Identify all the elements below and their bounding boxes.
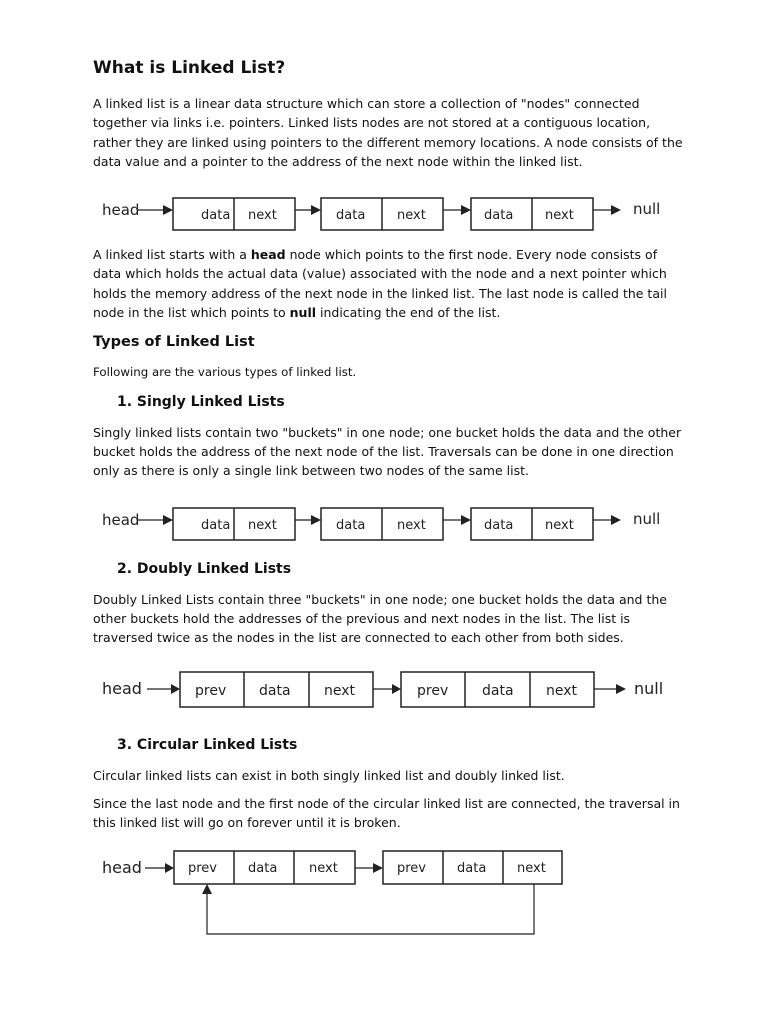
circular-paragraph-2: Since the last node and the first node of the circular linked list are connected, the traversal in this linked list will go on forever until it is broken. <box>93 795 680 831</box>
node-next-label: next <box>545 208 574 224</box>
node-data-label: data <box>201 517 231 533</box>
node-next-label: next <box>546 683 578 700</box>
doubly-paragraph: Doubly Linked Lists contain three "buckets" in one node; one bucket holds the data and the other buckets hold the addresses of the previous and next nodes in the list. The list is traversed twice as the nodes in the list are connected to each other from both sides. <box>93 591 667 646</box>
circular-linked-list-diagram <box>93 846 683 946</box>
head-label: head <box>102 858 142 878</box>
node-prev-label: prev <box>417 683 449 700</box>
node-next-label: next <box>397 208 426 224</box>
page-title: What is Linked List? <box>93 58 286 78</box>
node-next-label: next <box>545 517 574 533</box>
head-label: head <box>102 679 142 699</box>
doubly-heading: 2. Doubly Linked Lists <box>117 560 292 577</box>
singly-paragraph: Singly linked lists contain two "buckets" in one node; one bucket holds the data and the other bucket holds the address of the next node of the list. Traversals can be done in one direction only as there is only a single link between two nodes of the same list. <box>93 424 682 479</box>
node-data-label: data <box>484 517 514 533</box>
node-next-label: next <box>309 861 338 877</box>
null-keyword: null <box>289 305 317 321</box>
node-data-label: data <box>482 683 514 700</box>
head-keyword: head <box>250 247 286 263</box>
node-data-label: data <box>484 208 514 224</box>
explanation-paragraph: A linked list starts with a head node which points to the first node. Every node consists of data which holds the actual data (value) associated with the node and a next pointer which holds the memory address of the next node in the linked list. The last node is called the tail node in the list which points to null indicating the end of the list. <box>93 247 667 321</box>
null-label: null <box>633 509 661 528</box>
singly-heading: 1. Singly Linked Lists <box>117 393 285 410</box>
linked-list-diagram <box>93 187 683 237</box>
node-prev-label: prev <box>195 683 227 700</box>
singly-linked-list-diagram <box>93 497 683 547</box>
head-label: head <box>102 201 140 220</box>
node-data-label: data <box>248 861 278 877</box>
intro-paragraph: A linked list is a linear data structure which can store a collection of "nodes" connected together via links i.e. pointers. Linked lists nodes are not stored at a contiguous location, rather they are linked using pointers to the different memory locations. A node consists of the data value and a pointer to the address of the next node within the linked list. <box>93 96 683 169</box>
node-data-label: data <box>457 861 487 877</box>
node-prev-label: prev <box>397 861 427 877</box>
node-next-label: next <box>324 683 356 700</box>
circular-paragraph-1: Circular linked lists can exist in both singly linked list and doubly linked list. <box>93 768 565 784</box>
node-prev-label: prev <box>188 861 218 877</box>
node-next-label: next <box>248 208 277 224</box>
null-label: null <box>634 679 664 699</box>
doubly-linked-list-diagram <box>93 665 683 719</box>
node-next-label: next <box>397 517 426 533</box>
document-page <box>93 58 683 946</box>
types-intro: Following are the various types of linked list. <box>93 365 357 380</box>
node-data-label: data <box>336 208 366 224</box>
node-data-label: data <box>201 208 231 224</box>
node-next-label: next <box>517 861 546 877</box>
node-next-label: next <box>248 517 277 533</box>
types-heading: Types of Linked List <box>93 334 255 351</box>
head-label: head <box>102 510 140 529</box>
node-data-label: data <box>259 683 291 700</box>
node-data-label: data <box>336 517 366 533</box>
circular-heading: 3. Circular Linked Lists <box>117 737 298 754</box>
null-label: null <box>633 200 661 219</box>
